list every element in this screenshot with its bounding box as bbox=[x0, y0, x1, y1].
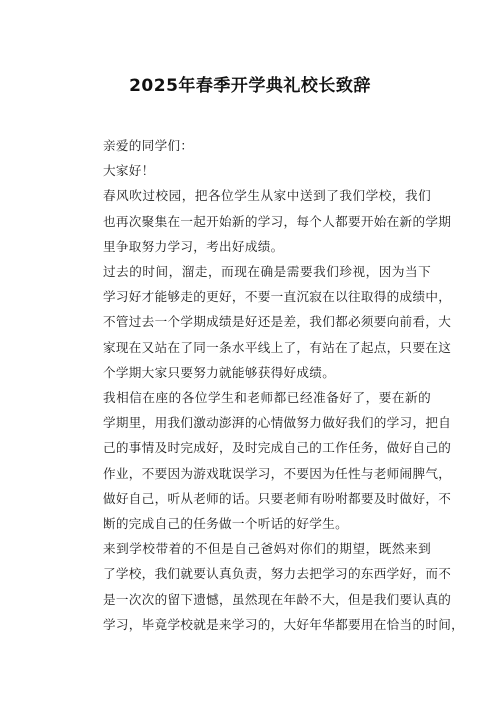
paragraph-line: 作业，不要因为游戏耽误学习，不要因为任性与老师闹脾气， bbox=[103, 465, 452, 481]
paragraph-line: 己的事情及时完成好，及时完成自己的工作任务，做好自己的 bbox=[103, 440, 452, 456]
paragraph-line: 里争取努力学习，考出好成绩。 bbox=[103, 238, 284, 254]
paragraph-line: 我相信在座的各位学生和老师都已经准备好了，要在新的 bbox=[103, 390, 431, 406]
paragraph-line: 个学期大家只要努力就能够获得好成绩。 bbox=[103, 364, 336, 380]
paragraph-line: 学习好才能够走的更好，不要一直沉寂在以往取得的成绩中， bbox=[103, 289, 452, 305]
paragraph-3 bbox=[78, 385, 452, 536]
document-body bbox=[78, 133, 465, 637]
paragraph-line: 断的完成自己的任务做一个听话的好学生。 bbox=[103, 516, 348, 532]
paragraph-line: 是一次次的留下遗憾，虽然现在年龄不大，但是我们要认真的 bbox=[103, 591, 452, 607]
paragraph-line: 学习，毕竟学校就是来学习的，大好年华都要用在恰当的时间， bbox=[103, 616, 465, 632]
paragraph-line: 春风吹过校园，把各位学生从家中送到了我们学校，我们 bbox=[103, 188, 431, 204]
paragraph-2 bbox=[78, 259, 452, 385]
paragraph-line: 做好自己，听从老师的话。只要老师有吩咐都要及时做好，不 bbox=[103, 490, 452, 506]
paragraph-1 bbox=[78, 183, 452, 259]
greeting-hello: 大家好！ bbox=[103, 163, 155, 179]
paragraph-line: 过去的时间，溜走，而现在确是需要我们珍视，因为当下 bbox=[103, 264, 431, 280]
document-title: 2025年春季开学典礼校长致辞 bbox=[129, 76, 371, 96]
paragraph-line: 家现在又站在了同一条水平线上了，有站在了起点，只要在这 bbox=[103, 339, 452, 355]
paragraph-line: 不管过去一个学期成绩是好还是差，我们都必须要向前看，大 bbox=[103, 314, 452, 330]
paragraph-4 bbox=[78, 536, 465, 637]
paragraph-line: 学期里，用我们激动澎湃的心情做努力做好我们的学习，把自 bbox=[103, 415, 452, 431]
paragraph-line: 了学校，我们就要认真负责，努力去把学习的东西学好，而不 bbox=[103, 566, 452, 582]
greeting-salutation: 亲爱的同学们： bbox=[103, 138, 194, 153]
paragraph-line: 也再次聚集在一起开始新的学习，每个人都要开始在新的学期 bbox=[103, 213, 452, 229]
paragraph-line: 来到学校带着的不但是自己爸妈对你们的期望，既然来到 bbox=[103, 541, 431, 557]
